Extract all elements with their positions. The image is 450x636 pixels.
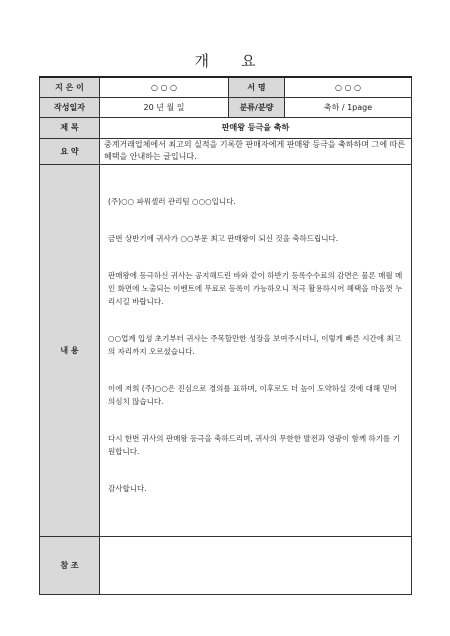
category-field[interactable]: 축하 / 1page (285, 97, 412, 117)
date-row (40, 97, 412, 117)
content-paragraph: 이에 저희 (주)○○은 진심으로 경의를 표하며, 이후로도 더 높이 도약하실 것에 대해 믿어 의심치 않습니다. (108, 383, 398, 406)
reference-field[interactable] (100, 536, 412, 594)
content-paragraph: ○○업계 입성 초기부터 귀사는 주목할만한 성장을 보여주시더니, 이렇게 빠른 시간에 최고의 자리까지 오르셨습니다. (108, 333, 401, 356)
date-label: 작성일자 (40, 97, 100, 117)
content-row (40, 164, 412, 536)
content-paragraph: 다시 한번 귀사의 판매왕 등극을 축하드리며, 귀사의 무한한 발전과 영광이 함께 하기를 기원합니다. (108, 433, 400, 456)
reference-row (40, 536, 412, 594)
overview-form-table (39, 76, 412, 595)
summary-row (40, 138, 412, 164)
content-paragraph: 판매왕에 등극하신 귀사는 공지해드린 바와 같이 하반기 등록수수료의 감면은 물론 매월 메인 화면에 노출되는 이벤트에 무료로 등록이 가능하오니 적극 활용하시어 혜택을 마음껏 누리시길 바랍니다. (108, 270, 403, 306)
title-char-2: 요 (241, 52, 256, 70)
signature-field[interactable]: ○ ○ ○ (285, 77, 412, 97)
page-title (0, 50, 450, 71)
reference-label: 참 조 (40, 536, 100, 594)
subject-label: 제 목 (40, 117, 100, 138)
content-label: 내 용 (40, 164, 100, 536)
content-paragraph: 감사합니다. (108, 483, 147, 493)
content-field[interactable] (100, 164, 412, 536)
content-paragraph: (주)○○ 파워셀러 관리팀 ○○○입니다. (108, 196, 236, 206)
summary-field[interactable]: 중계거래업체에서 최고의 실적을 기록한 판매자에게 판매왕 등극을 축하하며 그에 따른 혜택을 안내하는 글입니다. (100, 138, 412, 164)
summary-label: 요 약 (40, 138, 100, 164)
author-label: 지 은 이 (40, 77, 100, 97)
author-field[interactable]: ○ ○ ○ (100, 77, 229, 97)
date-field[interactable]: 20 년 월 일 (100, 97, 229, 117)
category-label: 분류/분량 (229, 97, 285, 117)
content-paragraph: 금번 상반기에 귀사가 ○○부문 최고 판매왕이 되신 것을 축하드립니다. (108, 233, 339, 243)
subject-field[interactable]: 판매왕 등극을 축하 (100, 117, 412, 138)
title-char-1: 개 (194, 52, 209, 70)
subject-row (40, 117, 412, 138)
signature-label: 서 명 (229, 77, 285, 97)
author-row (40, 77, 412, 97)
